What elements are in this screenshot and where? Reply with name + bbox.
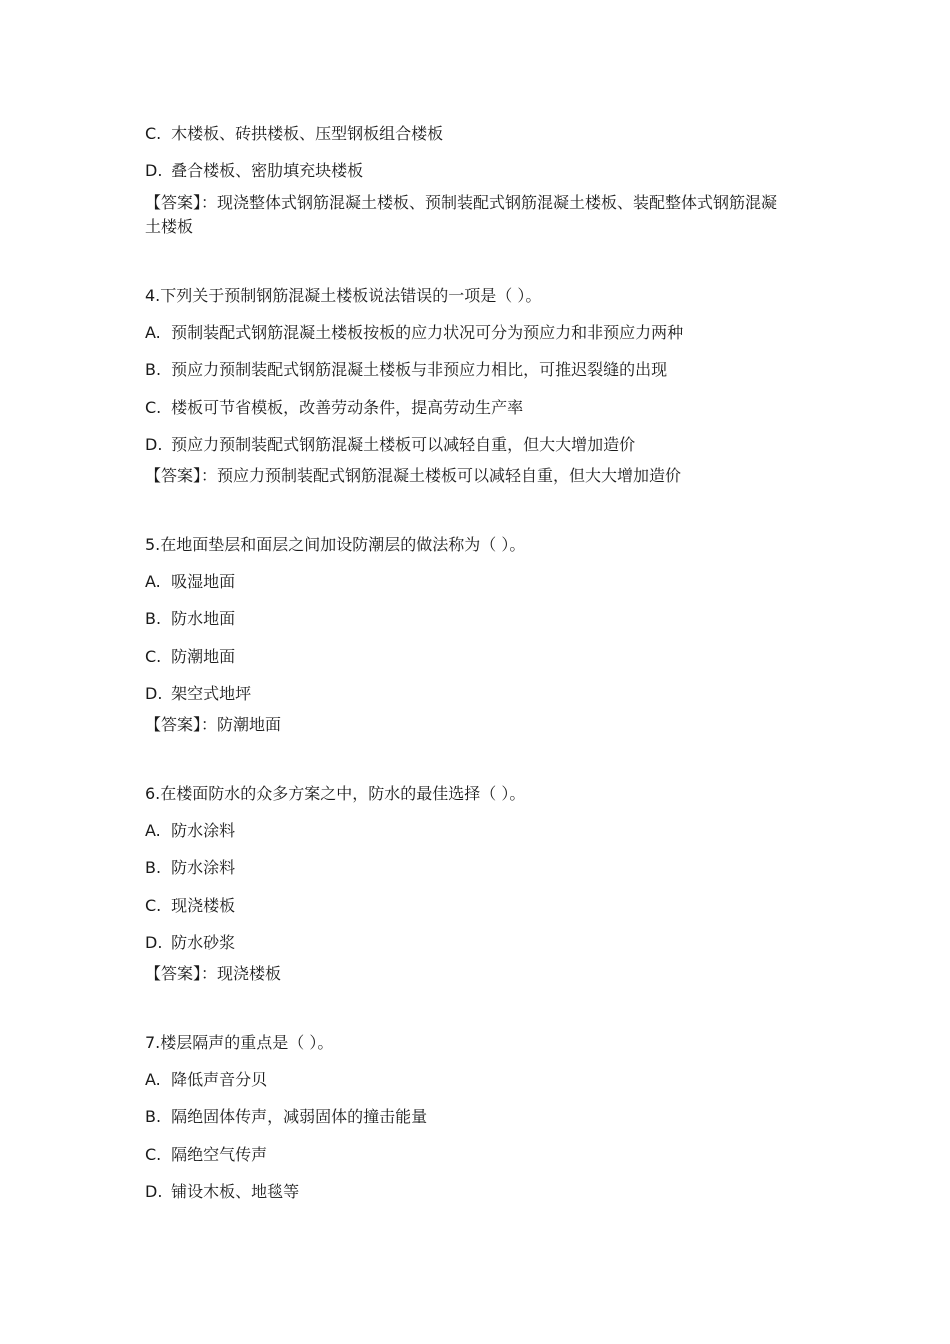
- q6-answer: [145, 963, 281, 985]
- answer-text: 预应力预制装配式钢筋混凝土楼板可以减轻自重，但大大增加造价: [217, 466, 682, 485]
- option-text: 防水涂料: [171, 858, 236, 877]
- q5-option-d: [145, 683, 251, 705]
- q7-question: 7.楼层隔声的重点是（ ）。: [145, 1033, 334, 1052]
- option-letter: C.: [145, 896, 162, 915]
- q3-answer: [145, 191, 825, 239]
- option-letter: D.: [145, 435, 163, 454]
- q6-option-b: [145, 857, 235, 879]
- q7-option-d: [145, 1181, 299, 1203]
- option-text: 防潮地面: [171, 647, 236, 666]
- q3-option-d: [145, 160, 363, 182]
- option-letter: C.: [145, 647, 162, 666]
- q7-option-a: [145, 1069, 267, 1091]
- answer-label: 【答案】：: [145, 193, 218, 212]
- option-text: 铺设木板、地毯等: [171, 1182, 300, 1201]
- option-text: 预应力预制装配式钢筋混凝土楼板与非预应力相比，可推迟裂缝的出现: [171, 360, 668, 379]
- option-letter: B.: [145, 360, 162, 379]
- option-letter: C.: [145, 398, 162, 417]
- answer-line-1: [145, 191, 825, 215]
- q7-option-c: [145, 1144, 267, 1166]
- option-text: 楼板可节省模板，改善劳动条件，提高劳动生产率: [171, 398, 524, 417]
- option-text: 预制装配式钢筋混凝土楼板按板的应力状况可分为预应力和非预应力两种: [171, 323, 684, 342]
- option-letter: D.: [145, 1182, 163, 1201]
- option-text: 架空式地坪: [171, 684, 252, 703]
- option-text: 隔绝固体传声，减弱固体的撞击能量: [171, 1107, 428, 1126]
- q6-question: 6.在楼面防水的众多方案之中，防水的最佳选择（ ）。: [145, 784, 526, 803]
- option-text: 吸湿地面: [171, 572, 236, 591]
- option-text: 降低声音分贝: [171, 1070, 268, 1089]
- q4-option-b: [145, 359, 667, 381]
- answer-text: 现浇整体式钢筋混凝土楼板、预制装配式钢筋混凝土楼板、装配整体式钢筋混凝: [217, 193, 778, 212]
- q5-option-a: [145, 571, 235, 593]
- q5-option-c: [145, 646, 235, 668]
- option-letter: A.: [145, 1070, 161, 1089]
- option-letter: B.: [145, 858, 162, 877]
- option-letter: D.: [145, 161, 163, 180]
- option-letter: C.: [145, 1145, 162, 1164]
- q4-question: 4.下列关于预制钢筋混凝土楼板说法错误的一项是（ ）。: [145, 286, 542, 305]
- option-letter: D.: [145, 684, 163, 703]
- q5-answer: [145, 714, 281, 736]
- option-text: 防水地面: [171, 609, 236, 628]
- q4-option-d: [145, 434, 635, 456]
- option-text: 木楼板、砖拱楼板、压型钢板组合楼板: [171, 124, 444, 143]
- option-text: 防水涂料: [171, 821, 236, 840]
- option-letter: B.: [145, 609, 162, 628]
- q4-option-a: [145, 322, 683, 344]
- q7-option-b: [145, 1106, 427, 1128]
- q6-option-c: [145, 895, 235, 917]
- q5-option-b: [145, 608, 235, 630]
- q5-question: 5.在地面垫层和面层之间加设防潮层的做法称为（ ）。: [145, 535, 526, 554]
- q4-option-c: [145, 397, 523, 419]
- option-letter: A.: [145, 323, 161, 342]
- q4-answer: [145, 465, 681, 487]
- option-letter: B.: [145, 1107, 162, 1126]
- option-letter: A.: [145, 572, 161, 591]
- option-letter: A.: [145, 821, 161, 840]
- option-text: 现浇楼板: [171, 896, 236, 915]
- option-text: 隔绝空气传声: [171, 1145, 268, 1164]
- answer-label: 【答案】：: [145, 964, 218, 983]
- option-text: 预应力预制装配式钢筋混凝土楼板可以减轻自重，但大大增加造价: [171, 435, 636, 454]
- option-text: 叠合楼板、密肋填充块楼板: [171, 161, 364, 180]
- answer-line-2: 土楼板: [145, 217, 194, 236]
- option-letter: D.: [145, 933, 163, 952]
- answer-text: 现浇楼板: [217, 964, 282, 983]
- answer-text: 防潮地面: [217, 715, 282, 734]
- q3-option-c: [145, 123, 443, 145]
- option-letter: C.: [145, 124, 162, 143]
- q6-option-a: [145, 820, 235, 842]
- q6-option-d: [145, 932, 235, 954]
- answer-label: 【答案】：: [145, 466, 218, 485]
- answer-label: 【答案】：: [145, 715, 218, 734]
- option-text: 防水砂浆: [171, 933, 236, 952]
